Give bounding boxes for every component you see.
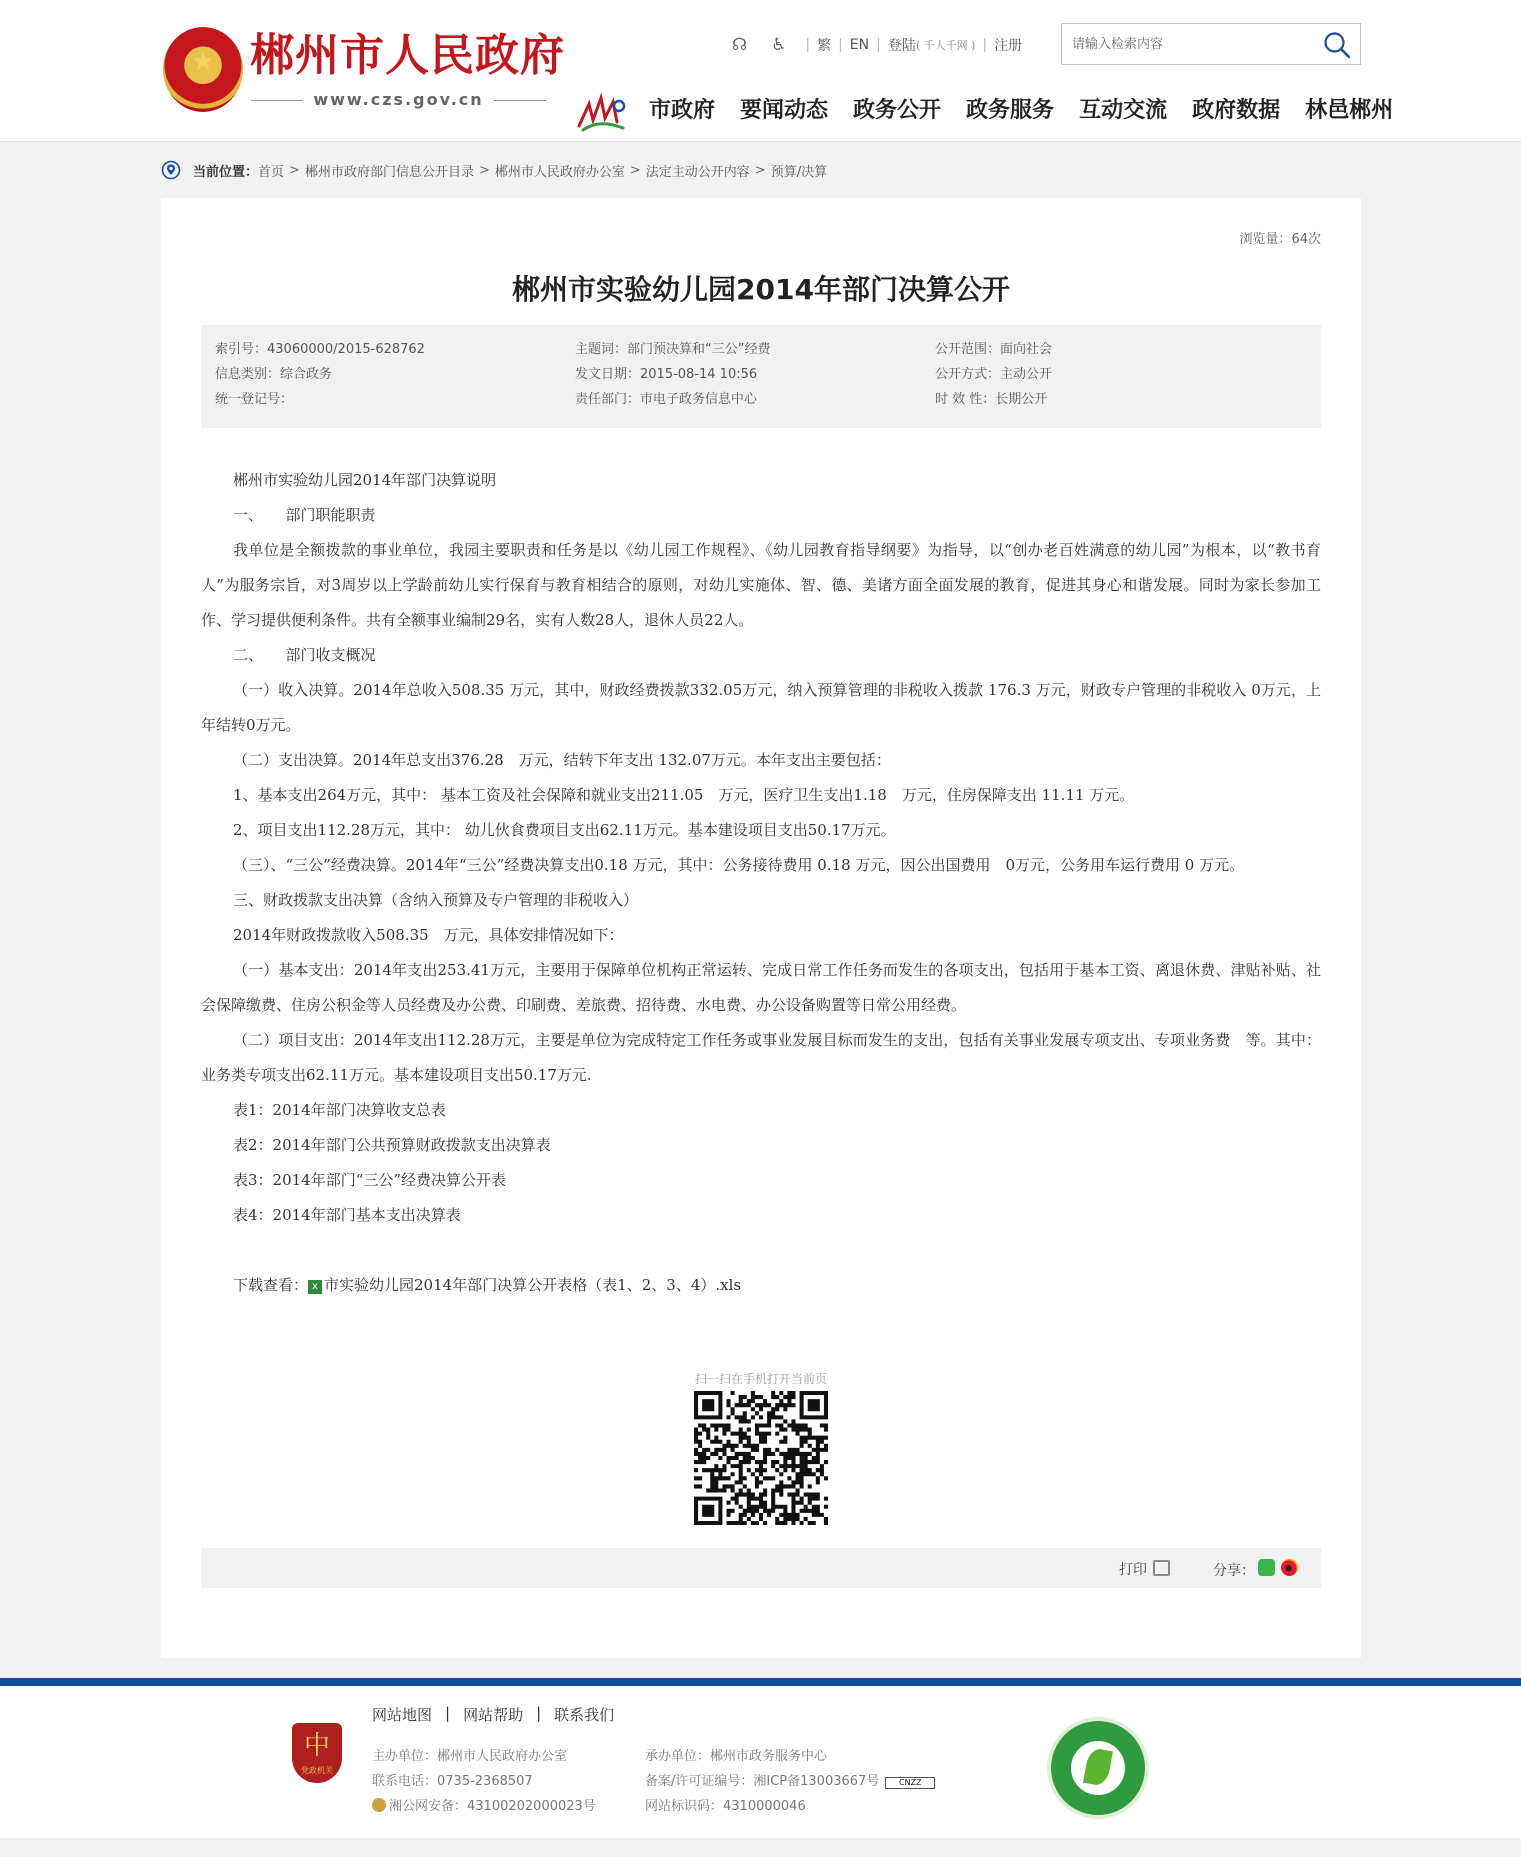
wechat-icon[interactable] — [1258, 1559, 1275, 1576]
meta-scope: 公开范围：面向社会 — [935, 342, 1053, 357]
footer-icp-row — [645, 1772, 935, 1792]
meta-reg-no: 统一登记号： — [215, 392, 294, 407]
nav-item-interaction[interactable]: 互动交流 — [1079, 98, 1168, 123]
breadcrumb-home[interactable]: 首页 — [258, 164, 285, 180]
article-title: 郴州市实验幼儿园2014年部门决算公开 — [512, 273, 1010, 306]
register-link[interactable]: 注册 — [994, 38, 1023, 54]
breadcrumb-directory[interactable]: 郴州市政府部门信息公开目录 — [304, 164, 474, 180]
footer-link-help[interactable]: 网站帮助 — [463, 1706, 524, 1724]
accessibility-reader-icon[interactable]: ☊ — [732, 35, 748, 55]
footer-link-contact[interactable]: 联系我们 — [554, 1706, 615, 1724]
party-gov-badge-icon[interactable]: 中 党政机关 — [292, 1723, 342, 1783]
national-emblem-icon: ★ — [163, 27, 243, 112]
meta-dept: 责任部门：市电子政务信息中心 — [575, 392, 758, 407]
breadcrumb: 当前位置： 首页 > 郴州市政府部门信息公开目录 > 郴州市人民政府办公室 > 法定主动公开内容 > 预算/决算 — [161, 160, 827, 180]
english-link[interactable]: EN — [849, 37, 870, 53]
search-input[interactable] — [1072, 33, 1312, 55]
civilized-city-badge-icon[interactable] — [1047, 1717, 1149, 1819]
main-nav — [649, 96, 1393, 126]
footer-site-id: 网站标识码：4310000046 — [645, 1799, 806, 1814]
site-url: www.czs.gov.cn — [251, 90, 546, 109]
meta-subject: 主题词：部门预决算和“三公”经费 — [575, 342, 771, 357]
share-label: 分享： — [1213, 1563, 1255, 1579]
body-paragraph: 我单位是全额拨款的事业单位，我园主要职责和任务是以《幼儿园工作规程》、《幼儿园教育指导纲要》为指导，以“创办老百姓满意的幼儿园”为根本，以“教书育人”为服务宗旨，对3周岁以上学龄前幼儿实行保育与教育相结合的原则，对幼儿实施体、智、德、美诸方面全面发展的教育，促进其身心和谐发展。同时为家长参加工作、学习提供便利条件。共有全额事业编制29名，实有人数28人，退休人员22人。 — [201, 541, 1321, 629]
weibo-icon[interactable] — [1281, 1559, 1298, 1576]
breadcrumb-office[interactable]: 郴州市人民政府办公室 — [494, 164, 625, 180]
table-reference: 表1：2014年部门决算收支总表 — [233, 1101, 446, 1119]
body-paragraph: 1、基本支出264万元，其中： 基本工资及社会保障和就业支出211.05 万元，医疗卫生支出1.18 万元，住房保障支出 11.11 万元。 — [233, 786, 1135, 804]
table-reference: 表4：2014年部门基本支出决算表 — [233, 1206, 461, 1224]
breadcrumb-label: 当前位置： — [193, 164, 259, 180]
article-body — [201, 463, 1321, 1303]
body-paragraph: 一、 部门职能职责 — [233, 506, 376, 524]
table-reference: 表3：2014年部门“三公”经费决算公开表 — [233, 1171, 507, 1189]
breadcrumb-budget[interactable]: 预算/决算 — [770, 164, 828, 180]
body-paragraph: 2、项目支出112.28万元，其中： 幼儿伙食费项目支出62.11万元。基本建设项目支出50.17万元。 — [233, 821, 896, 839]
qr-code — [694, 1391, 828, 1525]
traditional-chinese-link[interactable]: 繁 — [817, 38, 832, 54]
meta-index-no: 索引号：43060000/2015-628762 — [215, 342, 425, 357]
download-xls-link[interactable]: 市实验幼儿园2014年部门决算公开表格（表1、2、3、4）.xls — [324, 1276, 742, 1294]
meta-category: 信息类别：综合政务 — [215, 367, 333, 382]
nav-item-gov-disclosure[interactable]: 政务公开 — [853, 98, 942, 123]
footer-police-row — [372, 1797, 596, 1817]
view-count: 浏览量：64次 — [1239, 232, 1321, 247]
meta-method: 公开方式：主动公开 — [935, 367, 1053, 382]
footer-link-sitemap[interactable]: 网站地图 — [372, 1706, 433, 1724]
qr-label: 扫一扫在手机打开当前页 — [694, 1372, 827, 1386]
meta-date: 发文日期：2015-08-14 10:56 — [575, 367, 758, 382]
meta-validity: 时 效 性：长期公开 — [935, 392, 1048, 407]
footer-icp[interactable]: 备案/许可证编号：湘ICP备13003667号 — [645, 1774, 880, 1789]
body-paragraph: （一）收入决算。2014年总收入508.35 万元，其中，财政经费拨款332.05万元，纳入预算管理的非税收入拨款 176.3 万元，财政专户管理的非税收入 0万元，上年结转0万元。 — [201, 681, 1321, 734]
article-card — [161, 198, 1361, 1658]
top-links: ☊ ♿ | 繁 | EN | 登陆 ( 千人千网 ) | 注册 — [732, 35, 1023, 55]
body-paragraph: 郴州市实验幼儿园2014年部门决算说明 — [233, 471, 497, 489]
footer-police-record[interactable]: 湘公网安备：43100202000023号 — [389, 1799, 596, 1814]
wheelchair-icon[interactable]: ♿ — [771, 35, 787, 55]
city-logo-icon — [575, 92, 627, 132]
download-row — [201, 1268, 1321, 1303]
body-paragraph: （二）项目支出：2014年支出112.28万元，主要是单位为完成特定工作任务或事业发展目标而发生的支出，包括有关事业发展专项支出、专项业务费 等。其中：业务类专项支出62.11万元。基本建设项目支出50.17万元. — [201, 1031, 1321, 1084]
excel-file-icon: x — [308, 1280, 322, 1294]
site-header — [0, 0, 1521, 142]
download-label: 下载查看： — [233, 1276, 309, 1294]
article-meta — [201, 325, 1321, 428]
site-footer — [0, 1686, 1521, 1838]
location-pin-icon — [161, 160, 181, 180]
search-icon[interactable] — [1322, 30, 1352, 60]
nav-item-gov-data[interactable]: 政府数据 — [1192, 98, 1281, 123]
cnzz-stat-icon[interactable]: CNZZ — [885, 1777, 935, 1789]
login-note: ( 千人千网 ) — [915, 39, 976, 52]
footer-phone: 联系电话：0735-2368507 — [372, 1774, 533, 1789]
table-reference: 表2：2014年部门公共预算财政拨款支出决算表 — [233, 1136, 551, 1154]
nav-item-linyi-chenzhou[interactable]: 林邑郴州 — [1305, 98, 1394, 123]
site-title[interactable]: 郴州市人民政府 — [250, 30, 565, 81]
footer-operator: 承办单位：郴州市政务服务中心 — [645, 1749, 828, 1764]
printer-icon[interactable] — [1153, 1560, 1170, 1576]
login-link[interactable]: 登陆 — [887, 38, 916, 54]
body-paragraph: 二、 部门收支概况 — [233, 646, 376, 664]
body-paragraph: 三、财政拨款支出决算（含纳入预算及专户管理的非税收入） — [233, 891, 639, 909]
body-paragraph: 2014年财政拨款收入508.35 万元，具体安排情况如下： — [233, 926, 624, 944]
nav-item-news[interactable]: 要闻动态 — [740, 98, 829, 123]
body-paragraph: （三）、“三公”经费决算。2014年“三公”经费决算支出0.18 万元，其中：公务接待费用 0.18 万元，因公出国费用 0万元，公务用车运行费用 0 万元。 — [233, 856, 1245, 874]
body-paragraph: （二）支出决算。2014年总支出376.28 万元，结转下年支出 132.07万元。本年支出主要包括： — [233, 751, 891, 769]
search-box — [1061, 23, 1361, 65]
nav-item-gov-services[interactable]: 政务服务 — [966, 98, 1055, 123]
police-badge-icon — [372, 1798, 386, 1812]
footer-divider — [0, 1678, 1521, 1686]
footer-links: 网站地图 | 网站帮助 | 联系我们 — [372, 1704, 615, 1724]
footer-host: 主办单位：郴州市人民政府办公室 — [372, 1749, 568, 1764]
breadcrumb-disclosure[interactable]: 法定主动公开内容 — [645, 164, 750, 180]
nav-item-city-government[interactable]: 市政府 — [649, 98, 716, 123]
print-link[interactable]: 打印 — [1119, 1562, 1147, 1578]
share-bar — [201, 1548, 1321, 1588]
body-paragraph: （一）基本支出：2014年支出253.41万元，主要用于保障单位机构正常运转、完成日常工作任务而发生的各项支出，包括用于基本工资、离退休费、津贴补贴、社会保障缴费、住房公积金等人员经费及办公费、印刷费、差旅费、招待费、水电费、办公设备购置等日常公用经费。 — [201, 961, 1321, 1014]
